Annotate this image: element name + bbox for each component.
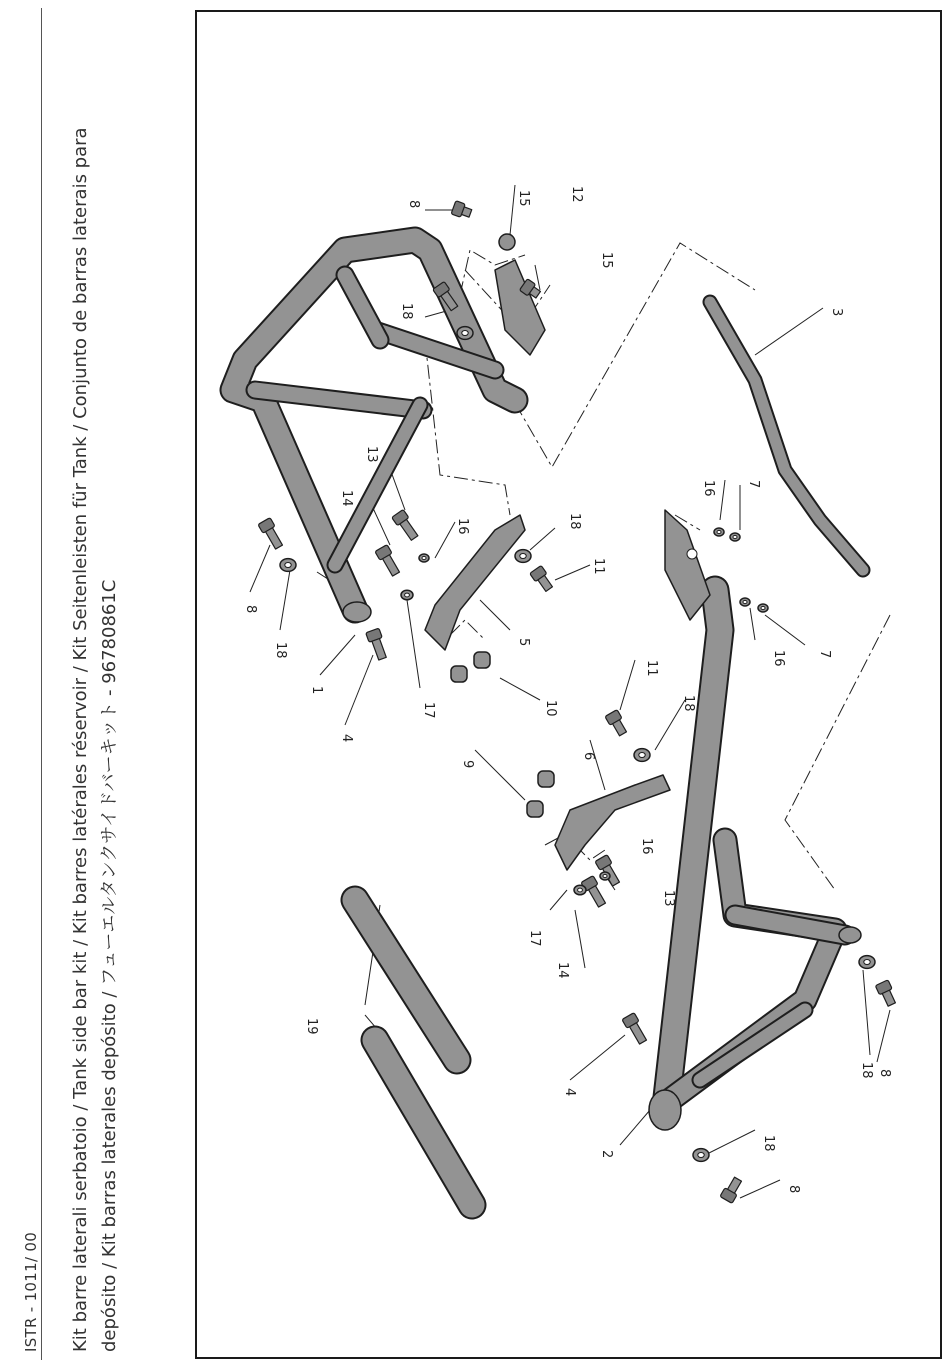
callout-number: 17: [527, 930, 542, 947]
screw-15: [451, 201, 473, 220]
bolt-8: [875, 980, 898, 1008]
washer-18-hole: [520, 553, 526, 558]
callout-leader: [407, 600, 420, 688]
callout-number: 14: [339, 490, 354, 507]
bar-brace-tube: [335, 405, 420, 565]
bar-brace-tube: [700, 1010, 805, 1080]
margin-rule: [41, 8, 42, 1360]
callout-number: 8: [406, 200, 421, 209]
callout-leader: [510, 185, 515, 235]
callout-number: 11: [644, 660, 659, 677]
curved-bar: [710, 302, 863, 570]
document-code: ISTR - 1011/ 00: [22, 1231, 40, 1352]
callout-leader: [750, 608, 755, 640]
bushing-9: [451, 666, 467, 682]
bar-brace-tube: [345, 275, 380, 340]
callout-number: 4: [339, 734, 354, 743]
bar-end-socket: [343, 602, 371, 622]
callout-leader: [590, 740, 605, 790]
bolt-8: [720, 1176, 744, 1204]
assembly-line: [515, 243, 755, 467]
callout-number: 18: [859, 1062, 874, 1079]
bushing-10: [474, 652, 490, 668]
callout-number: 18: [273, 642, 288, 659]
mounting-bracket-6: [555, 775, 670, 870]
callout-leader: [500, 678, 540, 700]
nut-16-hole: [717, 530, 721, 533]
document-title-line-1: Kit barre laterali serbatoio / Tank side bar kit / Kit barres latérales réservoir / Kit Seitenleisten für Tank / Conjunto de barras laterais para: [70, 127, 91, 1352]
callout-number: 4: [562, 1088, 577, 1097]
callout-leader: [705, 1130, 755, 1155]
callout-number: 19: [304, 1018, 319, 1035]
mounting-plate-left: [665, 510, 710, 620]
callout-number: 13: [661, 890, 676, 907]
callout-leader: [655, 700, 685, 750]
callout-leader: [250, 545, 270, 592]
callout-leader: [320, 635, 355, 675]
bolt-13: [595, 855, 622, 888]
washer-18-hole: [698, 1152, 704, 1157]
callout-leader: [877, 1010, 890, 1062]
bar-end-socket: [839, 927, 861, 943]
exploded-parts-diagram: [195, 10, 942, 1359]
callout-leader: [435, 522, 455, 558]
callout-leader: [620, 1110, 650, 1145]
callout-leader: [755, 308, 823, 355]
callout-leader: [345, 655, 373, 725]
callout-leader: [550, 890, 567, 910]
bolt-11: [530, 565, 555, 593]
spacer-4: [622, 1013, 649, 1046]
callout-number: 16: [455, 518, 470, 535]
nut-16-hole: [422, 556, 426, 559]
callout-number: 2: [599, 1150, 614, 1159]
callout-number: 17: [421, 702, 436, 719]
callout-leader: [480, 600, 510, 630]
knob-12: [499, 234, 515, 250]
washer-18-hole: [639, 752, 645, 757]
callout-number: 9: [460, 760, 475, 769]
callout-number: 18: [681, 695, 696, 712]
nut-7-hole: [733, 535, 737, 538]
callout-number: 8: [786, 1185, 801, 1194]
callout-leader: [570, 1035, 625, 1080]
callout-number: 18: [567, 513, 582, 530]
nut-16-hole: [743, 600, 747, 603]
callout-leader: [475, 750, 525, 800]
callout-number: 16: [639, 838, 654, 855]
bolt-8: [258, 518, 285, 551]
callout-leader: [535, 265, 540, 290]
washer-18-hole: [285, 562, 291, 567]
bushing-10: [538, 771, 554, 787]
bar-end-socket: [649, 1090, 681, 1130]
nut-7-hole: [761, 606, 765, 609]
nut-16-hole: [603, 874, 607, 877]
washer-18-hole: [462, 330, 468, 335]
callout-number: 7: [746, 480, 761, 489]
washer-18-hole: [864, 959, 870, 964]
callout-number: 16: [701, 480, 716, 497]
callout-number: 15: [599, 252, 614, 269]
washer-17-hole: [405, 593, 410, 597]
callout-number: 10: [543, 700, 558, 717]
plate-hole: [687, 549, 697, 559]
callout-leader: [575, 910, 585, 968]
callout-number: 6: [581, 752, 596, 761]
assembly-line: [785, 615, 890, 890]
callout-number: 7: [817, 650, 832, 659]
callout-leader: [740, 1180, 780, 1198]
tank-side-bar-left: [665, 590, 720, 1115]
callout-number: 3: [829, 308, 844, 317]
tank-side-bar-right: [233, 240, 515, 610]
callout-leader: [720, 480, 725, 520]
callout-leader: [530, 528, 555, 550]
callout-number: 8: [243, 605, 258, 614]
callout-number: 12: [569, 186, 584, 203]
callout-leader: [765, 615, 805, 645]
mounting-plate-12: [495, 260, 545, 355]
callout-number: 5: [516, 638, 531, 647]
callout-number: 18: [761, 1135, 776, 1152]
bolt-11: [605, 710, 629, 738]
bolt-14: [375, 545, 402, 578]
bolt-13: [392, 509, 421, 542]
callout-number: 8: [877, 1069, 892, 1078]
callout-leader: [620, 660, 635, 710]
callout-leader: [555, 565, 590, 580]
callout-number: 13: [364, 446, 379, 463]
bushing-9: [527, 801, 543, 817]
washer-17-hole: [578, 888, 583, 892]
callout-number: 11: [591, 558, 606, 575]
callout-number: 1: [309, 686, 324, 695]
document-title-line-2: depósito / Kit barras laterales depósito / フューエルタンクサイドバーキット - 96780861C: [99, 579, 120, 1352]
callout-leader: [280, 570, 290, 630]
callout-number: 16: [771, 650, 786, 667]
callout-number: 18: [399, 303, 414, 320]
callout-leader: [863, 970, 870, 1055]
spacer-4: [366, 628, 389, 661]
callout-number: 14: [555, 962, 570, 979]
callout-number: 15: [516, 190, 531, 207]
